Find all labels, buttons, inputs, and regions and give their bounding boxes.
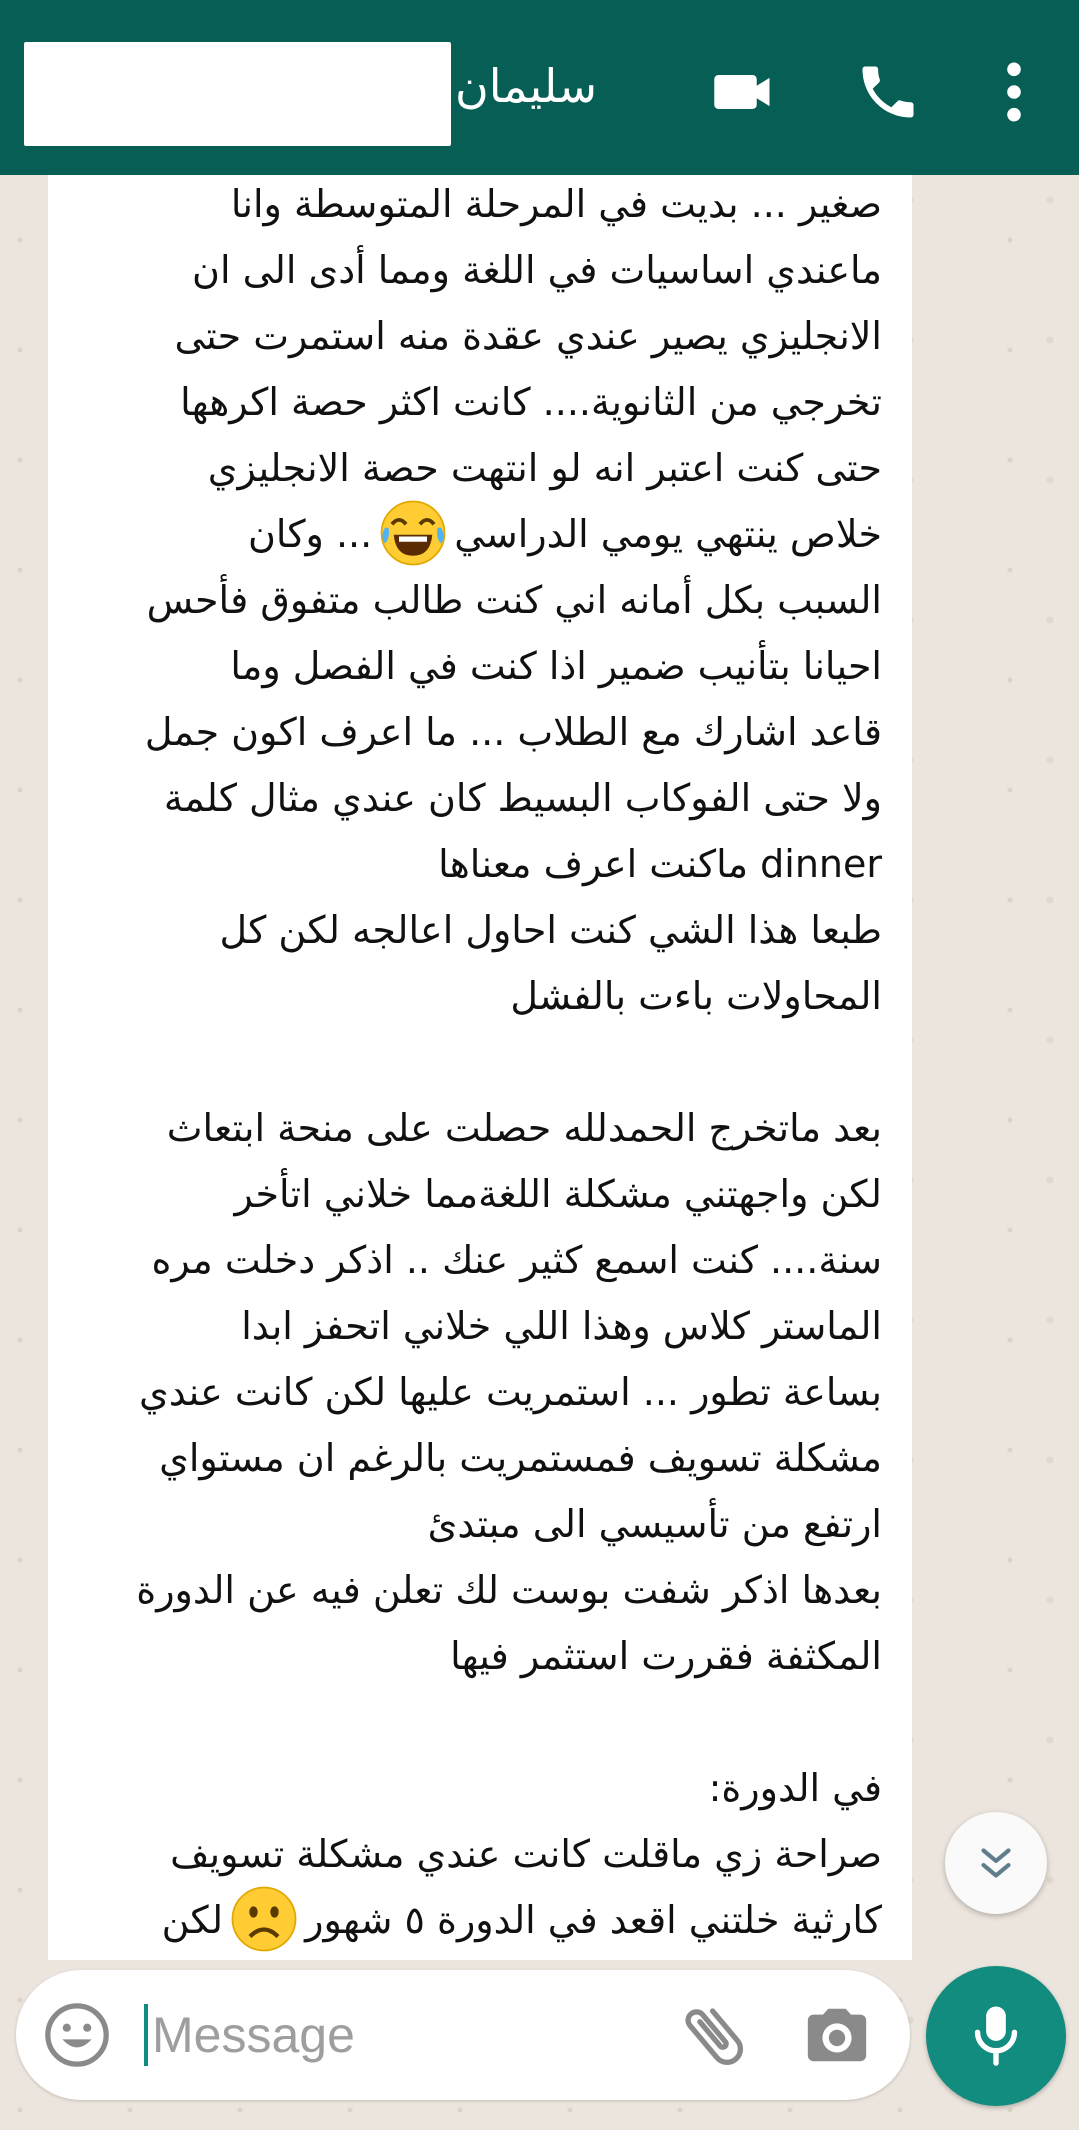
message-bubble[interactable] [48, 175, 912, 1960]
message-line: طبعا هذا الشي كنت احاول اعالجه لكن كل [219, 908, 882, 952]
double-chevron-down-icon [971, 1838, 1021, 1888]
message-line: تخرجي من الثانوية.... كانت اكثر حصة اكرهها [180, 380, 882, 424]
message-input[interactable] [152, 1998, 652, 2072]
message-line: في الدورة: [708, 1766, 882, 1810]
scroll-to-bottom-button[interactable] [945, 1812, 1047, 1914]
message-line [88, 501, 882, 567]
message-line: حتى كنت اعتبر انه لو انتهت حصة الانجليزي [207, 446, 882, 490]
message-line: الانجليزي يصير عندي عقدة منه استمرت حتى [174, 314, 882, 358]
text-cursor [144, 2004, 148, 2066]
message-line: احيانا بتأنيب ضمير اذا كنت في الفصل وما [230, 644, 882, 688]
message-line: بعدها اذكر شفت بوست لك تعلن فيه عن الدورة [136, 1568, 882, 1612]
emoji-icon[interactable] [42, 2000, 112, 2070]
laughing-tears-emoji [378, 498, 448, 568]
attach-icon[interactable] [674, 1996, 754, 2076]
message-line: المكثفة فقررت استثمر فيها [450, 1634, 882, 1678]
message-line-part: لكن [161, 1898, 224, 1942]
message-line [88, 1887, 882, 1953]
message-line: بعد ماتخرج الحمدلله حصلت على منحة ابتعاث [166, 1106, 882, 1150]
message-line: السبب بكل أمانه اني كنت طالب متفوق فأحس [146, 578, 882, 622]
message-line: ولا حتى الفوكاب البسيط كان عندي مثال كلمة [163, 776, 882, 820]
message-line: سنة.... كنت اسمع كثير عنك .. اذكر دخلت مره [151, 1238, 882, 1282]
message-line: بساعة تطور ... استمريت عليها لكن كانت عندي [138, 1370, 882, 1414]
voice-call-icon[interactable] [854, 58, 922, 126]
message-line: مشكلة تسويف فمستمريت بالرغم ان مستواي [159, 1436, 882, 1480]
message-line-part: خلاص ينتهي يومي الدراسي [454, 512, 882, 556]
message-line: ماعندي اساسيات في اللغة ومما أدى الى ان [192, 248, 882, 292]
mic-icon [966, 2004, 1026, 2068]
message-line: قاعد اشارك مع الطلاب ... ما اعرف اكون جمل [144, 710, 882, 754]
message-line: المحاولات باءت بالفشل [510, 974, 882, 1018]
message-line: الماستر كلاس وهذا اللي خلاني اتحفز ابدا [241, 1304, 882, 1348]
voice-message-button[interactable] [926, 1966, 1066, 2106]
video-call-icon[interactable] [710, 58, 778, 126]
more-options-icon[interactable] [990, 58, 1038, 126]
message-line: صراحة زي ماقلت كانت عندي مشكلة تسويف [170, 1832, 882, 1876]
message-line: لكن واجهتني مشكلة اللغةمما خلاني اتأخر [234, 1172, 882, 1216]
message-line-part: كارثية خلتني اقعد في الدورة ٥ شهور [305, 1898, 882, 1942]
message-composer [16, 1970, 910, 2100]
blank-line [88, 1029, 882, 1095]
camera-icon[interactable] [802, 2000, 872, 2070]
message-line: ارتفع من تأسيسي الى مبتدئ [427, 1502, 882, 1546]
blank-line [88, 1689, 882, 1755]
message-line-part: ... وكان [247, 512, 373, 556]
message-line: dinner ماكنت اعرف معناها [438, 842, 882, 886]
message-line: صغير ... بديت في المرحلة المتوسطة وانا [230, 182, 882, 226]
contact-name[interactable]: سليمان [455, 59, 598, 113]
redacted-avatar-area [24, 42, 451, 146]
frowning-face-emoji [229, 1884, 299, 1954]
chat-header [0, 0, 1079, 175]
message-text [88, 175, 882, 1953]
